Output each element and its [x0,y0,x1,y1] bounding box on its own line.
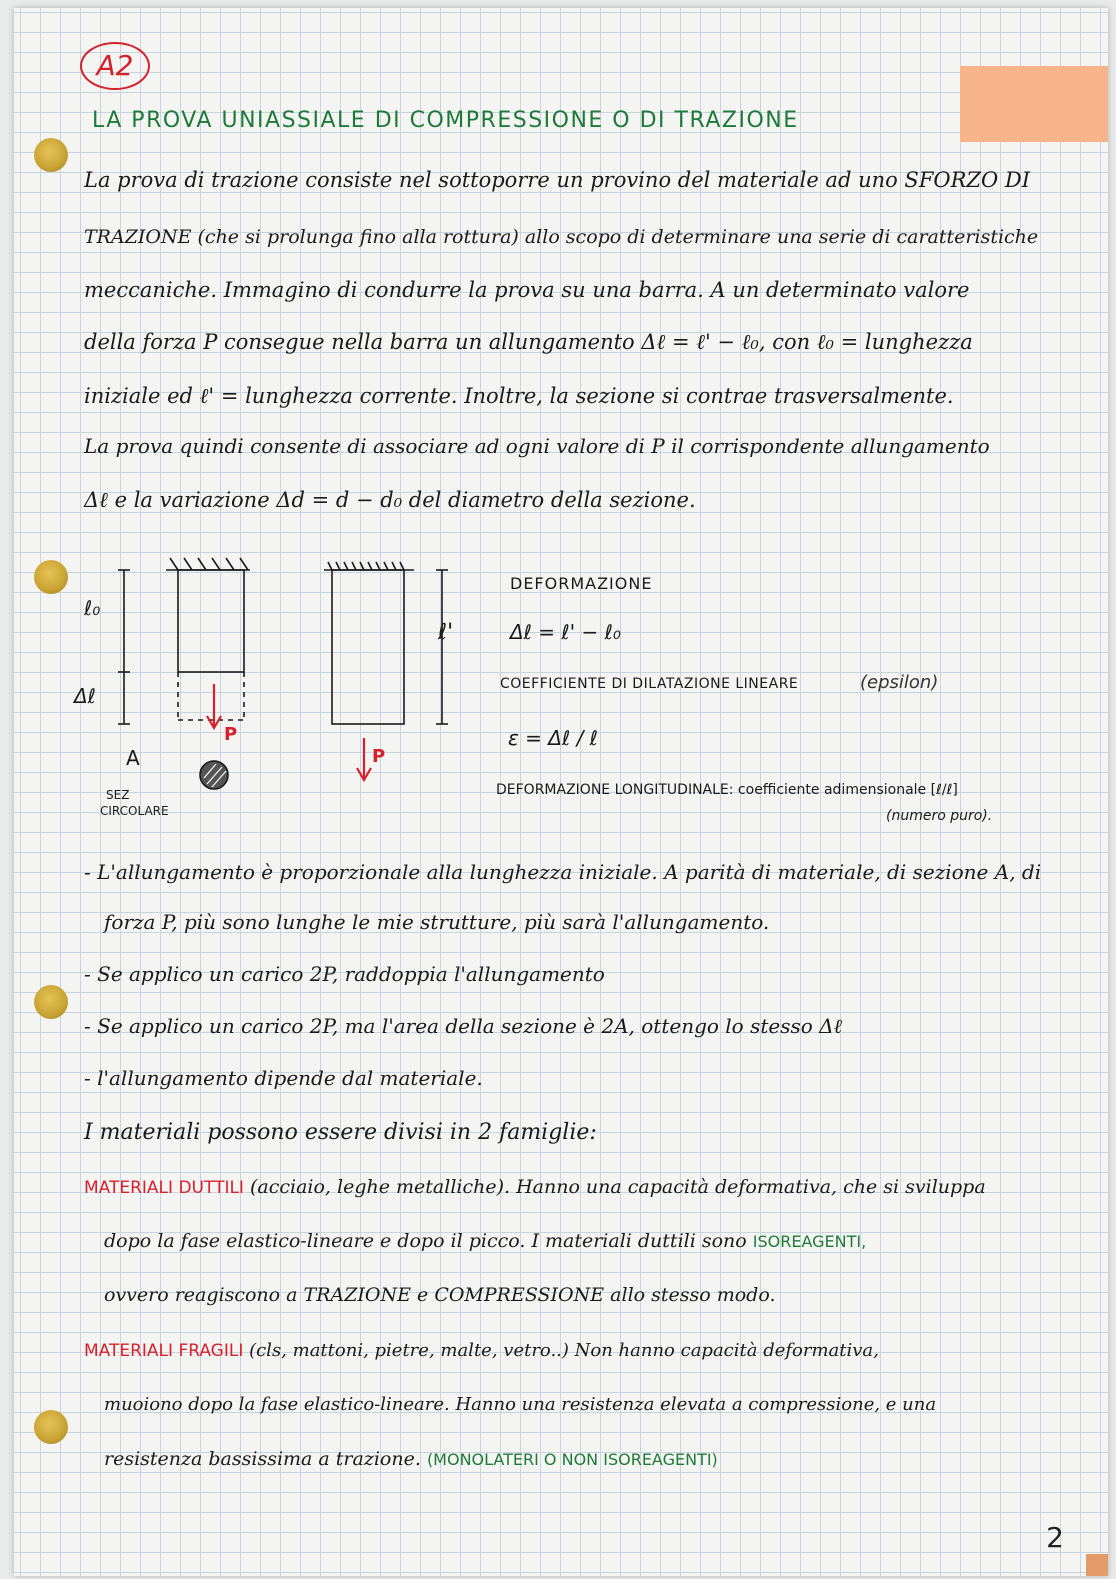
label-l0: ℓ₀ [84,596,101,620]
bullet-line: - Se applico un carico 2P, raddoppia l'allungamento [84,962,605,986]
bullet-line: - l'allungamento dipende dal materiale. [84,1066,483,1090]
epsilon-note: (epsilon) [860,672,939,693]
label-force-p: P [372,746,386,767]
intro-line: Δℓ e la variazione Δd = d − d₀ del diametro della sezione. [84,488,696,512]
label-circolare: CIRCOLARE [100,804,169,818]
deformazione-longitudinale: DEFORMAZIONE LONGITUDINALE: coefficiente adimensionale [ℓ/ℓ] [496,782,958,798]
duttili-text: dopo la fase elastico-lineare e dopo il picco. I materiali duttili sono [104,1230,753,1252]
bullet-line: forza P, più sono lunghe le mie strutture, più sarà l'allungamento. [104,910,770,934]
intro-line: meccaniche. Immagino di condurre la prova su una barra. A un determinato valore [84,278,970,302]
fragili-line [84,1340,879,1361]
page-number: 2 [1046,1521,1064,1554]
fragili-line [104,1448,718,1470]
section-badge: A2 [80,42,150,90]
label-force-p: P [224,724,238,745]
label-area-a: A [126,746,140,770]
sticky-note [960,66,1108,142]
families-intro: I materiali possono essere divisi in 2 famiglie: [84,1120,597,1145]
binder-hole [34,985,68,1019]
duttili-label: MATERIALI DUTTILI [84,1178,244,1198]
intro-line: iniziale ed ℓ' = lunghezza corrente. Inoltre, la sezione si contrae trasversalmente. [84,384,954,408]
fragili-line: muoiono dopo la fase elastico-lineare. Hanno una resistenza elevata a compressione, e una [104,1394,937,1415]
intro-line: La prova di trazione consiste nel sottoporre un provino del materiale ad uno SFORZO DI [84,168,1031,192]
page-corner-tab [1086,1554,1108,1576]
duttili-line: ovvero reagiscono a TRAZIONE e COMPRESSIONE allo stesso modo. [104,1284,776,1306]
isoreagenti-label: ISOREAGENTI, [752,1232,867,1251]
numero-puro: (numero puro). [886,808,993,824]
fragili-text: resistenza bassissima a trazione. [104,1448,427,1470]
duttili-line [84,1176,986,1198]
bullet-line: - Se applico un carico 2P, ma l'area della sezione è 2A, ottengo lo stesso Δℓ [84,1014,842,1038]
duttili-text: (acciaio, leghe metalliche). Hanno una capacità deformativa, che si sviluppa [243,1176,986,1198]
intro-line: TRAZIONE (che si prolunga fino alla rottura) allo scopo di determinare una serie di caratteristiche [84,226,1039,248]
formula-elongation: Δℓ = ℓ' − ℓ₀ [510,620,621,644]
bullet-line: - L'allungamento è proporzionale alla lunghezza iniziale. A parità di materiale, di sezione A, di [84,860,1042,884]
bar-elongation-diagram [74,548,494,818]
binder-hole [34,560,68,594]
label-sez: SEZ [106,788,130,802]
fragili-text: (cls, mattoni, pietre, malte, vetro..) Non hanno capacità deformativa, [243,1340,879,1361]
fragili-label: MATERIALI FRAGILI [84,1341,244,1361]
coeff-heading: COEFFICIENTE DI DILATAZIONE LINEARE [500,676,799,692]
monolateri-label: (MONOLATERI O NON ISOREAGENTI) [426,1450,718,1469]
binder-hole [34,1410,68,1444]
deformazione-heading: DEFORMAZIONE [510,574,653,593]
binder-hole [34,138,68,172]
label-l-prime: ℓ' [438,620,454,645]
intro-line: La prova quindi consente di associare ad ogni valore di P il corrispondente allungamento [84,434,990,458]
label-delta-l: Δℓ [74,684,96,708]
formula-epsilon: ε = Δℓ / ℓ [508,726,598,750]
page-title: LA PROVA UNIASSIALE DI COMPRESSIONE O DI TRAZIONE [92,108,799,133]
notebook-page [14,8,1108,1576]
duttili-line [104,1230,866,1252]
intro-line: della forza P consegue nella barra un allungamento Δℓ = ℓ' − ℓ₀, con ℓ₀ = lunghezza [84,330,973,354]
